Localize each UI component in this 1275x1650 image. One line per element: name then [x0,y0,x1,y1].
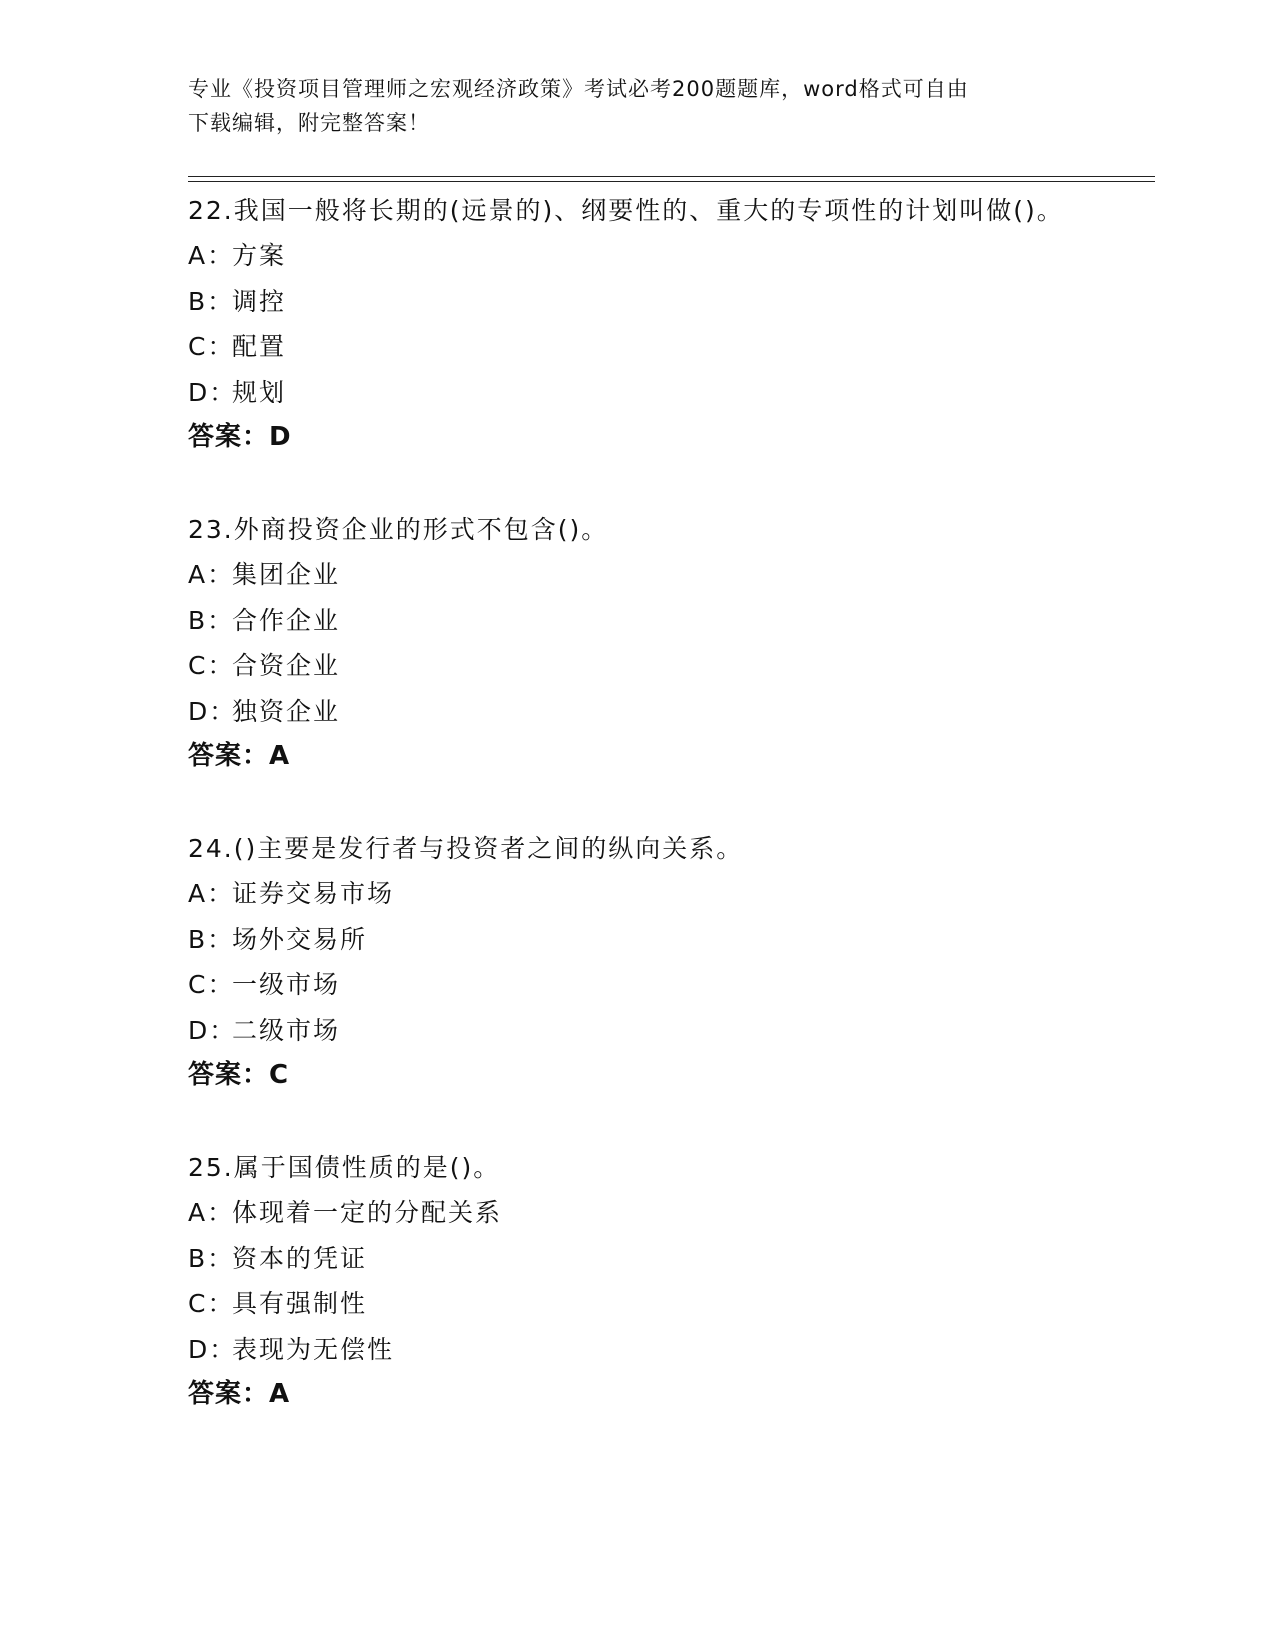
question-stem: 25.属于国债性质的是()。 [188,1153,501,1182]
answer-line: 答案：A [188,741,291,771]
option-key: D： [188,1015,237,1045]
question-list [188,188,1088,1464]
option-key: B： [188,924,235,954]
option-a [188,552,1088,598]
option-text: 一级市场 [232,970,341,999]
option-d [188,1327,1088,1373]
option-text: 体现着一定的分配关系 [232,1198,503,1227]
question-item [188,826,1088,1098]
option-c [188,1281,1088,1327]
option-key: D： [188,377,237,407]
option-text: 规划 [232,377,287,407]
option-a [188,233,1088,279]
answer-line: 答案：C [188,1060,290,1090]
option-text: 方案 [232,241,287,270]
option-key: B： [188,1243,235,1273]
option-key: C： [188,651,235,680]
option-key: B： [188,605,235,635]
option-text: 调控 [232,286,287,316]
option-d [188,1008,1088,1054]
document-header [188,72,1088,140]
option-key: A： [188,560,235,589]
answer-line: 答案：A [188,1379,291,1409]
option-text: 表现为无偿性 [232,1334,395,1364]
option-b [188,1236,1088,1282]
option-text: 独资企业 [232,696,341,726]
option-text: 合作企业 [232,605,341,635]
header-line-1: 专业《投资项目管理师之宏观经济政策》考试必考200题题库，word格式可自由 [188,77,969,101]
header-divider-top [188,176,1155,177]
option-key: D： [188,1334,237,1364]
option-text: 合资企业 [232,651,341,680]
option-text: 配置 [232,332,287,361]
option-d [188,370,1088,416]
option-d [188,689,1088,735]
question-stem: 23.外商投资企业的形式不包含()。 [188,515,609,544]
question-item [188,507,1088,779]
question-stem: 22.我国一般将长期的(远景的)、纲要性的、重大的专项性的计划叫做()。 [188,196,1064,225]
option-c [188,643,1088,689]
option-key: A： [188,241,235,270]
option-text: 集团企业 [232,560,341,589]
option-a [188,1190,1088,1236]
question-stem: 24.()主要是发行者与投资者之间的纵向关系。 [188,834,744,863]
option-text: 证券交易市场 [232,879,395,908]
option-key: C： [188,970,235,999]
option-a [188,871,1088,917]
option-key: C： [188,1289,235,1318]
option-text: 二级市场 [232,1015,341,1045]
option-b [188,917,1088,963]
option-key: A： [188,1198,235,1227]
option-text: 资本的凭证 [232,1243,368,1273]
option-text: 具有强制性 [232,1289,368,1318]
option-key: C： [188,332,235,361]
question-item [188,1145,1088,1417]
option-b [188,279,1088,325]
option-b [188,598,1088,644]
option-text: 场外交易所 [232,924,368,954]
answer-line: 答案：D [188,422,292,452]
option-key: A： [188,879,235,908]
question-item [188,188,1088,460]
option-key: B： [188,286,235,316]
option-c [188,962,1088,1008]
option-key: D： [188,696,237,726]
header-line-2: 下载编辑，附完整答案！ [188,111,430,135]
option-c [188,324,1088,370]
header-divider-bottom [188,181,1155,182]
